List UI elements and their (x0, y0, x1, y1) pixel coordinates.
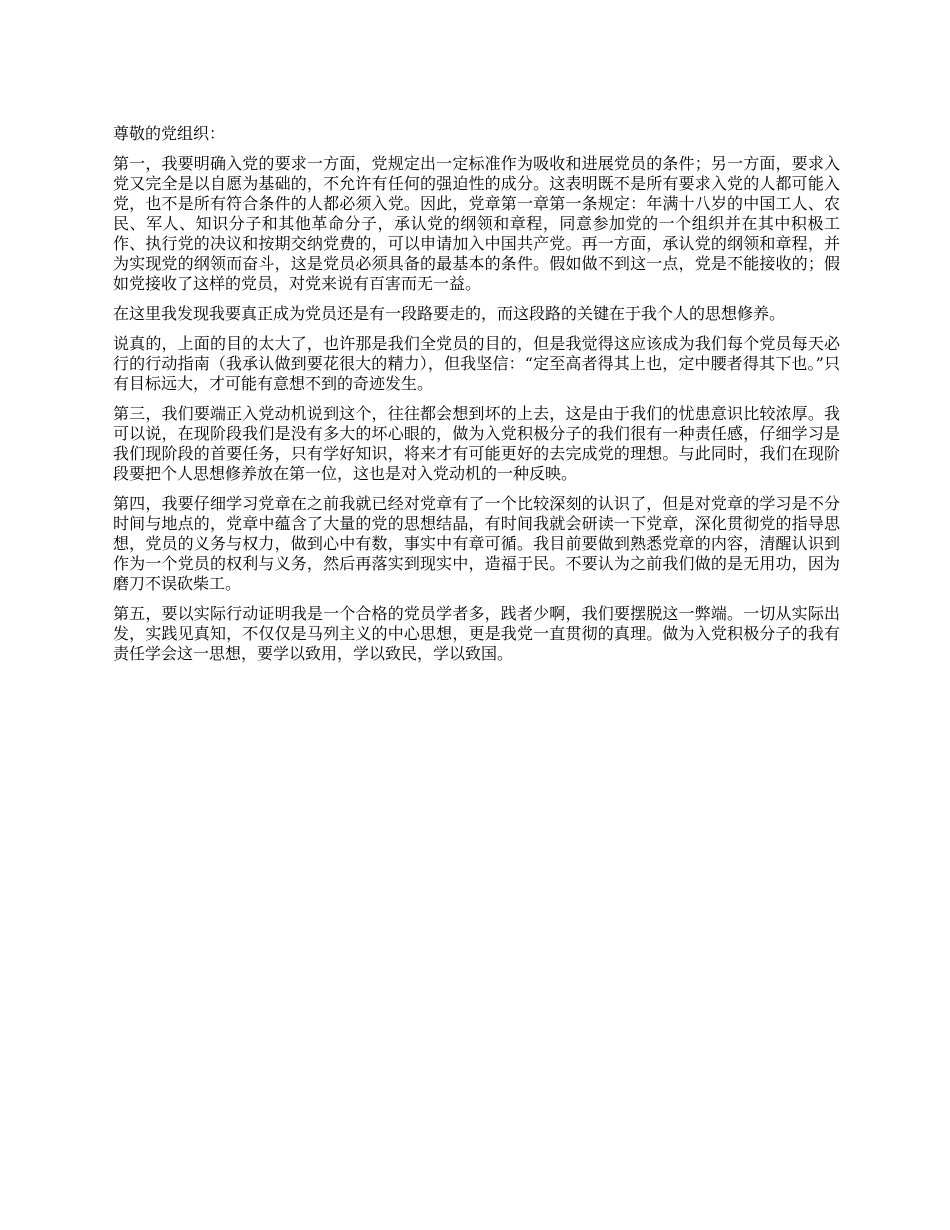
paragraph-practice: 第五，要以实际行动证明我是一个合格的党员学者多，践者少啊，我们要摆脱这一弊端。一切从实际出发，实践见真知，不仅仅是马列主义的中心思想，更是我党一直贯彻的真理。做为入党积极分子的我有责任学会这一思想，要学以致用，学以致民，学以致国。 (113, 604, 840, 663)
paragraph-party-constitution: 第四，我要仔细学习党章在之前我就已经对党章有了一个比较深刻的认识了，但是对党章的学习是不分时间与地点的，党章中蕴含了大量的党的思想结晶，有时间我就会研读一下党章，深化贯彻党的指导思想，党员的义务与权力，做到心中有数，事实中有章可循。我目前要做到熟悉党章的内容，清醒认识到作为一个党员的权利与义务，然后再落实到现实中，造福于民。不要认为之前我们做的是无用功，因为磨刀不误砍柴工。 (113, 494, 840, 593)
paragraph-requirements: 第一，我要明确入党的要求一方面，党规定出一定标准作为吸收和进展党员的条件；另一方面，要求入党又完全是以自愿为基础的，不允许有任何的强迫性的成分。这表明既不是所有要求入党的人都可能入党，也不是所有符合条件的人都必须入党。因此，党章第一章第一条规定：年满十八岁的中国工人、农民、军人、知识分子和其他革命分子，承认党的纲领和章程，同意参加党的一个组织并在其中积极工作、执行党的决议和按期交纳党费的，可以申请加入中国共产党。再一方面，承认党的纲领和章程，并为实现党的纲领而奋斗，这是党员必须具备的最基本的条件。假如做不到这一点，党是不能接收的；假如党接收了这样的党员，对党来说有百害而无一益。 (113, 154, 840, 293)
paragraph-goals: 说真的，上面的目的太大了，也许那是我们全党员的目的，但是我觉得这应该成为我们每个党员每天必行的行动指南（我承认做到要花很大的精力），但我坚信：“定至高者得其上也，定中腰者得其下也。”只有目标远大，才可能有意想不到的奇迹发生。 (113, 334, 840, 393)
document-page (113, 124, 840, 674)
paragraph-motivation: 第三，我们要端正入党动机说到这个，往往都会想到坏的上去，这是由于我们的忧患意识比较浓厚。我可以说，在现阶段我们是没有多大的坏心眼的，做为入党积极分子的我们很有一种责任感，仔细学习是我们现阶段的首要任务，只有学好知识，将来才有可能更好的去完成党的理想。与此同时，我们在现阶段要把个人思想修养放在第一位，这也是对入党动机的一种反映。 (113, 404, 840, 483)
greeting: 尊敬的党组织： (113, 124, 226, 143)
paragraph-self-cultivation: 在这里我发现我要真正成为党员还是有一段路要走的，而这段路的关键在于我个人的思想修养。 (113, 304, 786, 323)
